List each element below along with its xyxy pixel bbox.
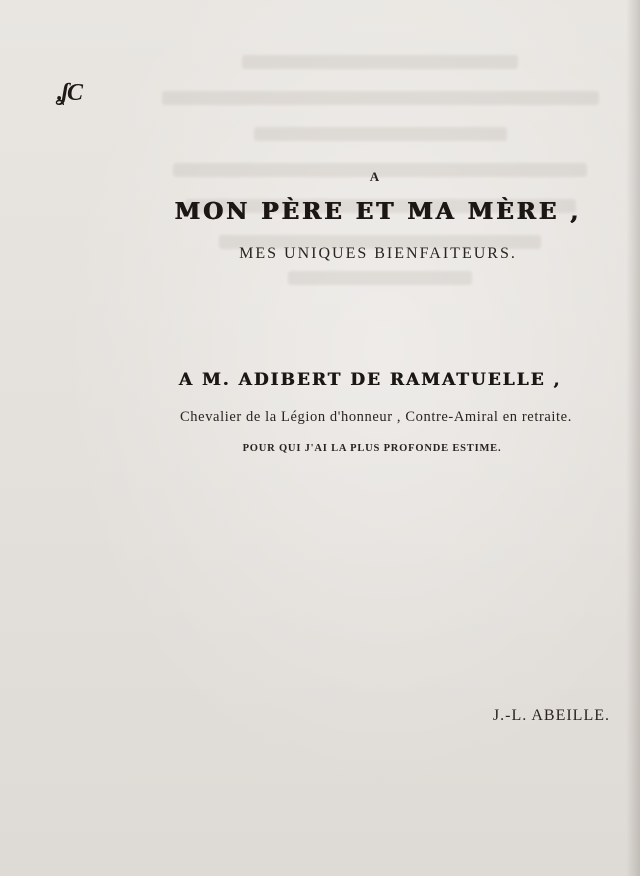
- dedication-parents-subtitle: MES UNIQUES BIENFAITEURS.: [239, 245, 517, 262]
- second-dedication-esteem: POUR QUI J'AI LA PLUS PROFONDE ESTIME.: [242, 443, 502, 454]
- page-edge-shadow: [626, 0, 640, 876]
- second-dedication-addressee: A M. ADIBERT DE RAMATUELLE ,: [178, 370, 562, 390]
- second-dedication-titles: Chevalier de la Légion d'honneur , Contre-Amiral en retraite.: [180, 409, 572, 425]
- dedication-to-letter: A: [369, 169, 381, 184]
- ornament-mark: .ʆϹ: [57, 80, 81, 106]
- author-signature: J.-L. ABEILLE.: [492, 707, 610, 724]
- dedication-parents: MON PÈRE ET MA MÈRE ,: [174, 198, 582, 225]
